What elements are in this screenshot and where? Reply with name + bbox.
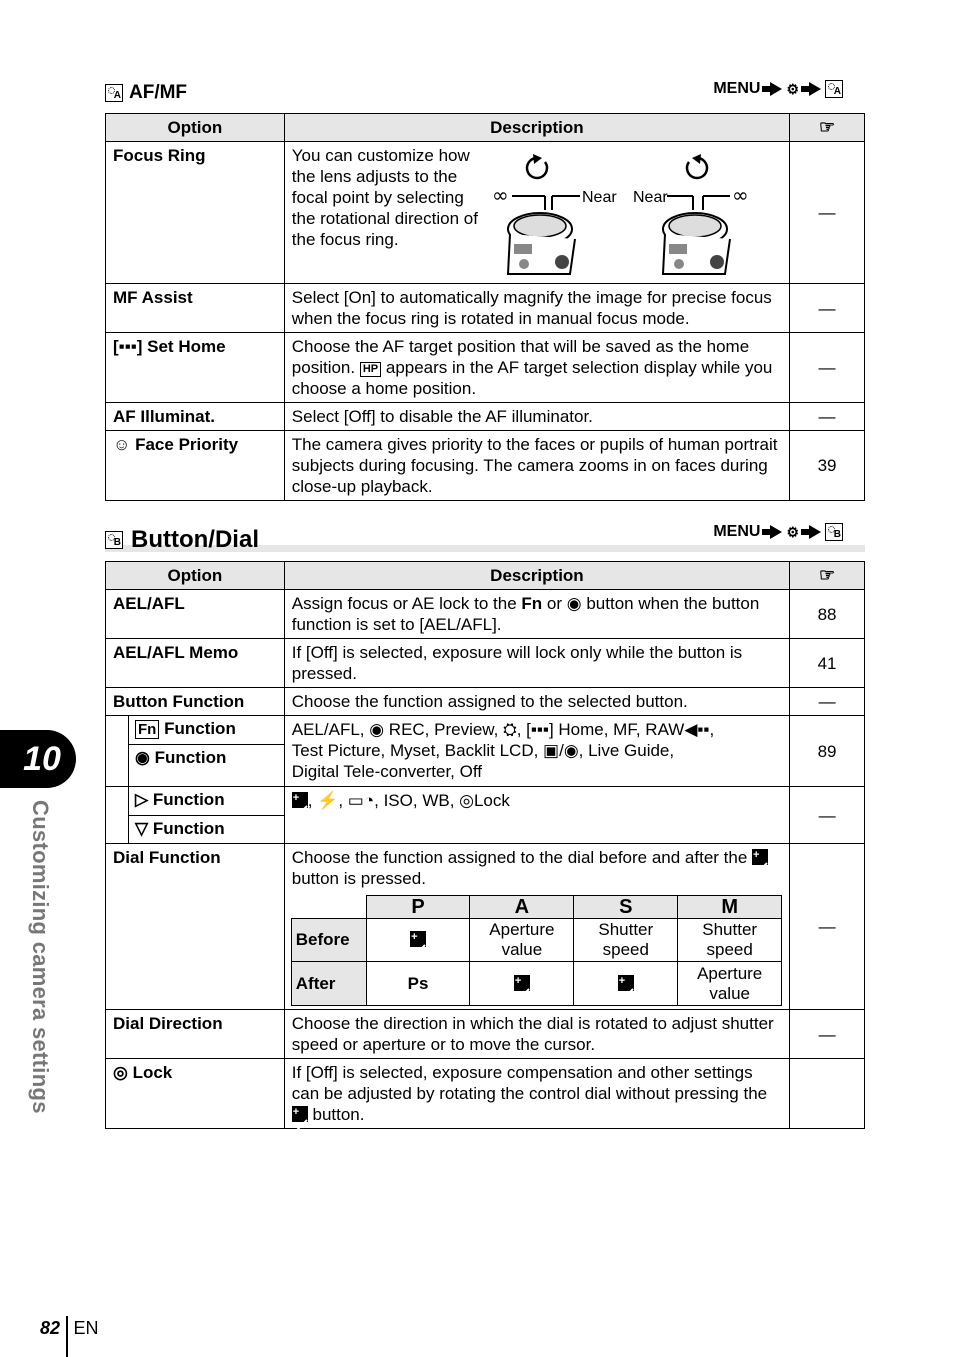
option-af-illuminat: AF Illuminat. <box>106 403 285 431</box>
table-row <box>106 844 865 1010</box>
mode-s: S <box>574 896 678 919</box>
af-illuminat-desc: Select [Off] to disable the AF illuminator. <box>284 403 789 431</box>
custom-menu-a-icon: A <box>825 80 843 98</box>
after-s <box>574 962 678 1006</box>
arrow-icon <box>770 82 782 96</box>
right-arrow-icon: ▷ <box>135 790 149 809</box>
arrow-icon <box>809 525 821 539</box>
option-mf-assist: MF Assist <box>106 284 285 333</box>
table-row <box>106 590 865 639</box>
exposure-comp-icon <box>292 1106 308 1122</box>
arrow-icon <box>770 525 782 539</box>
table-row <box>106 716 865 787</box>
after-a <box>470 962 574 1006</box>
col-option: Option <box>106 562 285 590</box>
col-description: Description <box>284 114 789 142</box>
option-down-function: ▽ Function <box>128 816 284 843</box>
page-ref: — <box>790 844 865 1010</box>
table-row <box>106 639 865 688</box>
set-home-desc: Choose the AF target position that will be saved as the home position. HP appears in the AF target selection display while you choose a home position. <box>284 333 789 403</box>
dial-lock-icon: ◎ <box>113 1063 128 1082</box>
after-m: Aperture value <box>678 962 782 1006</box>
page-ref: — <box>790 1010 865 1059</box>
custom-menu-b-icon: B <box>105 531 123 549</box>
option-ael-afl: AEL/AFL <box>106 590 285 639</box>
focus-ring-desc: You can customize how the lens adjusts to the focal point by selecting the rotational direction of the focus ring. ∞ Near Near ∞ <box>284 142 789 284</box>
button-dial-section-header <box>105 520 865 554</box>
custom-menu-a-icon: A <box>105 84 123 102</box>
focus-ring-left-illustration <box>492 154 617 274</box>
page-ref: — <box>790 688 865 716</box>
option-focus-ring: Focus Ring <box>106 142 285 284</box>
gear-icon: ⚙ <box>786 80 799 97</box>
svg-text:∞: ∞ <box>491 183 509 207</box>
chapter-tab: 10 <box>0 730 76 788</box>
lock-desc: If [Off] is selected, exposure compensation and other settings can be adjusted by rotating the control dial without pressing the + button. <box>284 1059 789 1129</box>
before-m: Shutter speed <box>678 919 782 962</box>
table-row <box>106 1010 865 1059</box>
page-ref <box>790 1059 865 1129</box>
hp-icon: HP <box>360 362 381 377</box>
page-ref: 89 <box>790 716 865 787</box>
svg-text:∞: ∞ <box>731 183 749 207</box>
before-label: Before <box>291 919 366 962</box>
exposure-comp-icon <box>410 931 426 947</box>
before-s: Shutter speed <box>574 919 678 962</box>
mode-p: P <box>366 896 470 919</box>
mode-m: M <box>678 896 782 919</box>
chapter-label: Customizing camera settings <box>28 800 53 1114</box>
page-ref: — <box>790 333 865 403</box>
dial-mode-table <box>291 895 782 1006</box>
page-ref: — <box>790 787 865 844</box>
exposure-comp-icon <box>752 849 768 865</box>
button-dial-table <box>105 561 865 1129</box>
page-ref: 41 <box>790 639 865 688</box>
ael-afl-desc: Assign focus or AE lock to the Fn or ◉ button when the button function is set to [AEL/AFL]. <box>284 590 789 639</box>
down-arrow-icon: ▽ <box>135 819 149 838</box>
button-dial-menu-path: MENU ⚙ B <box>713 523 841 540</box>
after-p: Ps <box>366 962 470 1006</box>
footer-divider <box>66 1316 68 1357</box>
gear-icon: ⚙ <box>786 523 799 540</box>
page-ref: 39 <box>790 431 865 501</box>
before-a: Aperture value <box>470 919 574 962</box>
col-description: Description <box>284 562 789 590</box>
page-ref: — <box>790 142 865 284</box>
rec-icon: ◉ <box>566 594 582 613</box>
right-function-desc: +, ⚡, ▭◔, ISO, WB, ◎Lock <box>284 787 789 844</box>
option-ael-afl-memo: AEL/AFL Memo <box>106 639 285 688</box>
face-icon: ☺ <box>113 435 131 454</box>
option-face-priority: ☺ Face Priority <box>106 431 285 501</box>
table-row <box>106 431 865 501</box>
after-label: After <box>291 962 366 1006</box>
table-row <box>106 284 865 333</box>
svg-text:Near: Near <box>581 189 617 206</box>
dial-direction-desc: Choose the direction in which the dial is rotated to adjust shutter speed or aperture or to move the cursor. <box>284 1010 789 1059</box>
page-number: 82 <box>40 1317 61 1338</box>
afmf-table <box>105 113 865 501</box>
option-dial-function: Dial Function <box>106 844 285 1010</box>
table-row <box>106 403 865 431</box>
reference-hand-icon: ☞ <box>790 114 865 142</box>
before-p <box>366 919 470 962</box>
table-row <box>106 333 865 403</box>
button-function-desc: Choose the function assigned to the selected button. <box>284 688 789 716</box>
page-ref: 88 <box>790 590 865 639</box>
face-priority-desc: The camera gives priority to the faces or pupils of human portrait subjects during focusing. The camera zooms in on faces during close-up playback. <box>284 431 789 501</box>
button-sub-options-2 <box>106 787 285 844</box>
dial-function-desc: Choose the function assigned to the dial before and after the + button is pressed. P A S M Before + Aperture value Shutter speed Shutter speed After Ps + + Aperture value <box>284 844 789 1010</box>
option-dial-direction: Dial Direction <box>106 1010 285 1059</box>
mf-assist-desc: Select [On] to automatically magnify the image for precise focus when the focus ring is rotated in manual focus mode. <box>284 284 789 333</box>
option-lock: ◎ Lock <box>106 1059 285 1129</box>
button-dial-title: B Button/Dial <box>105 526 259 554</box>
rec-function-desc: AEL/AFL, ◉ REC, Preview, ⛭, [▪▪▪] Home, MF, RAW◀▪▪, Test Picture, Myset, Backlit LCD, ▣/◉, Live Guide, Digital Tele-converter, Off <box>284 716 789 787</box>
option-set-home: [▪▪▪] Set Home <box>106 333 285 403</box>
table-row <box>106 142 865 284</box>
exposure-comp-icon <box>292 792 308 808</box>
mode-a: A <box>470 896 574 919</box>
afmf-section-header <box>105 78 865 108</box>
language-code: EN <box>73 1317 99 1338</box>
af-target-icon: [▪▪▪] <box>113 337 143 356</box>
page-ref: — <box>790 284 865 333</box>
arrow-icon <box>809 82 821 96</box>
exposure-comp-icon <box>618 975 634 991</box>
focus-ring-illustration <box>490 144 790 278</box>
option-fn-function: Fn Function <box>128 716 284 745</box>
option-button-function: Button Function <box>106 688 285 716</box>
reference-hand-icon: ☞ <box>790 562 865 590</box>
table-row <box>106 787 865 844</box>
col-option: Option <box>106 114 285 142</box>
custom-menu-b-icon: B <box>825 523 843 541</box>
table-row <box>106 1059 865 1129</box>
rec-icon: ◉ <box>135 748 150 767</box>
afmf-title: A AF/MF <box>105 82 187 104</box>
button-sub-options <box>106 716 285 787</box>
exposure-comp-icon <box>514 975 530 991</box>
table-row <box>106 688 865 716</box>
afmf-menu-path: MENU ⚙ A <box>713 80 841 97</box>
fn-icon: Fn <box>135 720 159 739</box>
option-right-function: ▷ Function <box>128 787 284 816</box>
page-ref: — <box>790 403 865 431</box>
focus-ring-right-illustration <box>633 154 749 274</box>
page-footer <box>40 1300 99 1356</box>
ael-afl-memo-desc: If [Off] is selected, exposure will lock only while the button is pressed. <box>284 639 789 688</box>
option-rec-function: ◉ Function <box>128 745 284 786</box>
svg-text:Near: Near <box>632 189 668 206</box>
